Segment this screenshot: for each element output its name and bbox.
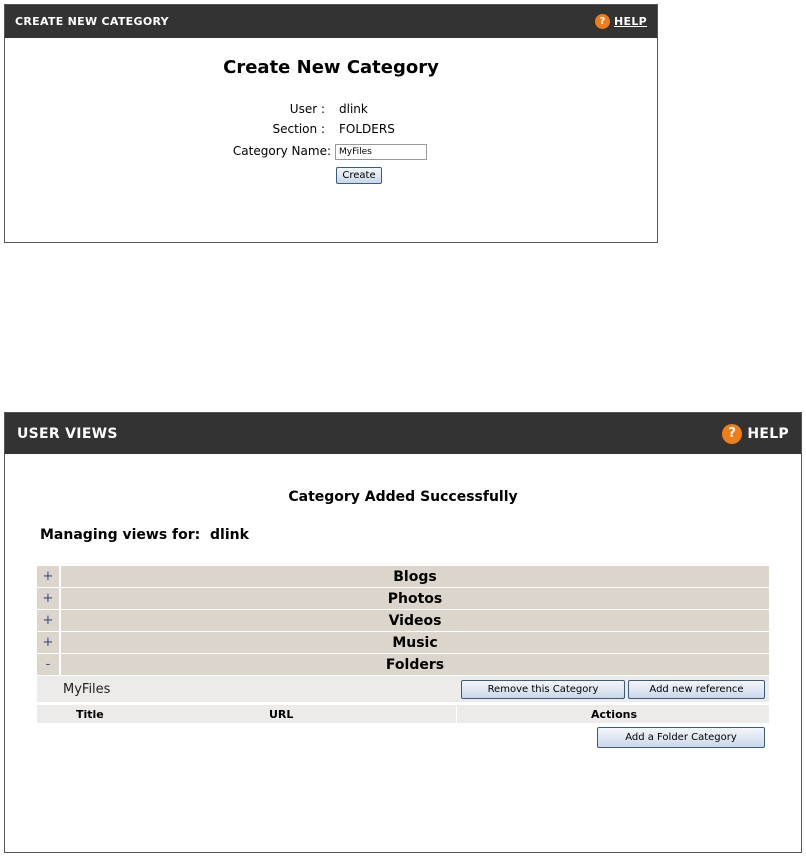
help-label: HELP <box>747 425 789 442</box>
panel-title: CREATE NEW CATEGORY <box>15 15 169 28</box>
category-row-photos <box>37 588 769 609</box>
managing-label: Managing views for: <box>40 527 201 543</box>
section-value: FOLDERS <box>339 122 395 136</box>
column-header-title: Title <box>76 708 104 721</box>
help-question-icon: ? <box>595 14 610 29</box>
category-row-videos <box>37 610 769 631</box>
managing-views-label <box>40 527 249 543</box>
help-link[interactable] <box>722 424 789 444</box>
category-name-input[interactable] <box>335 144 427 160</box>
category-name-label: Category Name: <box>232 144 331 158</box>
column-header-url: URL <box>269 708 294 721</box>
create-category-panel <box>4 4 658 243</box>
managing-user: dlink <box>210 527 249 543</box>
category-row-blogs <box>37 566 769 587</box>
create-category-header <box>5 5 657 38</box>
collapse-toggle[interactable]: - <box>37 654 59 675</box>
category-name[interactable]: Videos <box>61 610 769 631</box>
expand-toggle[interactable]: + <box>37 632 59 653</box>
category-name[interactable]: Blogs <box>61 566 769 587</box>
category-row-music <box>37 632 769 653</box>
create-button[interactable]: Create <box>336 167 382 184</box>
category-name[interactable]: Photos <box>61 588 769 609</box>
add-folder-category-button[interactable]: Add a Folder Category <box>597 727 765 748</box>
column-header-actions: Actions <box>591 708 637 721</box>
user-label: User : <box>289 102 325 116</box>
add-reference-button[interactable]: Add new reference <box>628 680 765 699</box>
help-label: HELP <box>614 15 647 28</box>
user-value: dlink <box>339 102 368 116</box>
expand-toggle[interactable]: + <box>37 588 59 609</box>
expand-toggle[interactable]: + <box>37 610 59 631</box>
user-views-panel <box>4 412 802 853</box>
help-link[interactable] <box>595 14 647 29</box>
column-divider <box>456 705 457 723</box>
panel-title: USER VIEWS <box>17 425 118 442</box>
section-label: Section : <box>272 122 325 136</box>
user-views-header <box>5 413 801 454</box>
help-question-icon: ? <box>722 424 742 444</box>
page-title: Create New Category <box>223 57 439 78</box>
category-name[interactable]: Music <box>61 632 769 653</box>
reference-table-header <box>37 705 769 723</box>
remove-category-button[interactable]: Remove this Category <box>461 680 625 699</box>
folder-category-name: MyFiles <box>63 682 111 697</box>
success-message: Category Added Successfully <box>288 489 518 505</box>
category-row-folders <box>37 654 769 675</box>
expand-toggle[interactable]: + <box>37 566 59 587</box>
category-name[interactable]: Folders <box>61 654 769 675</box>
